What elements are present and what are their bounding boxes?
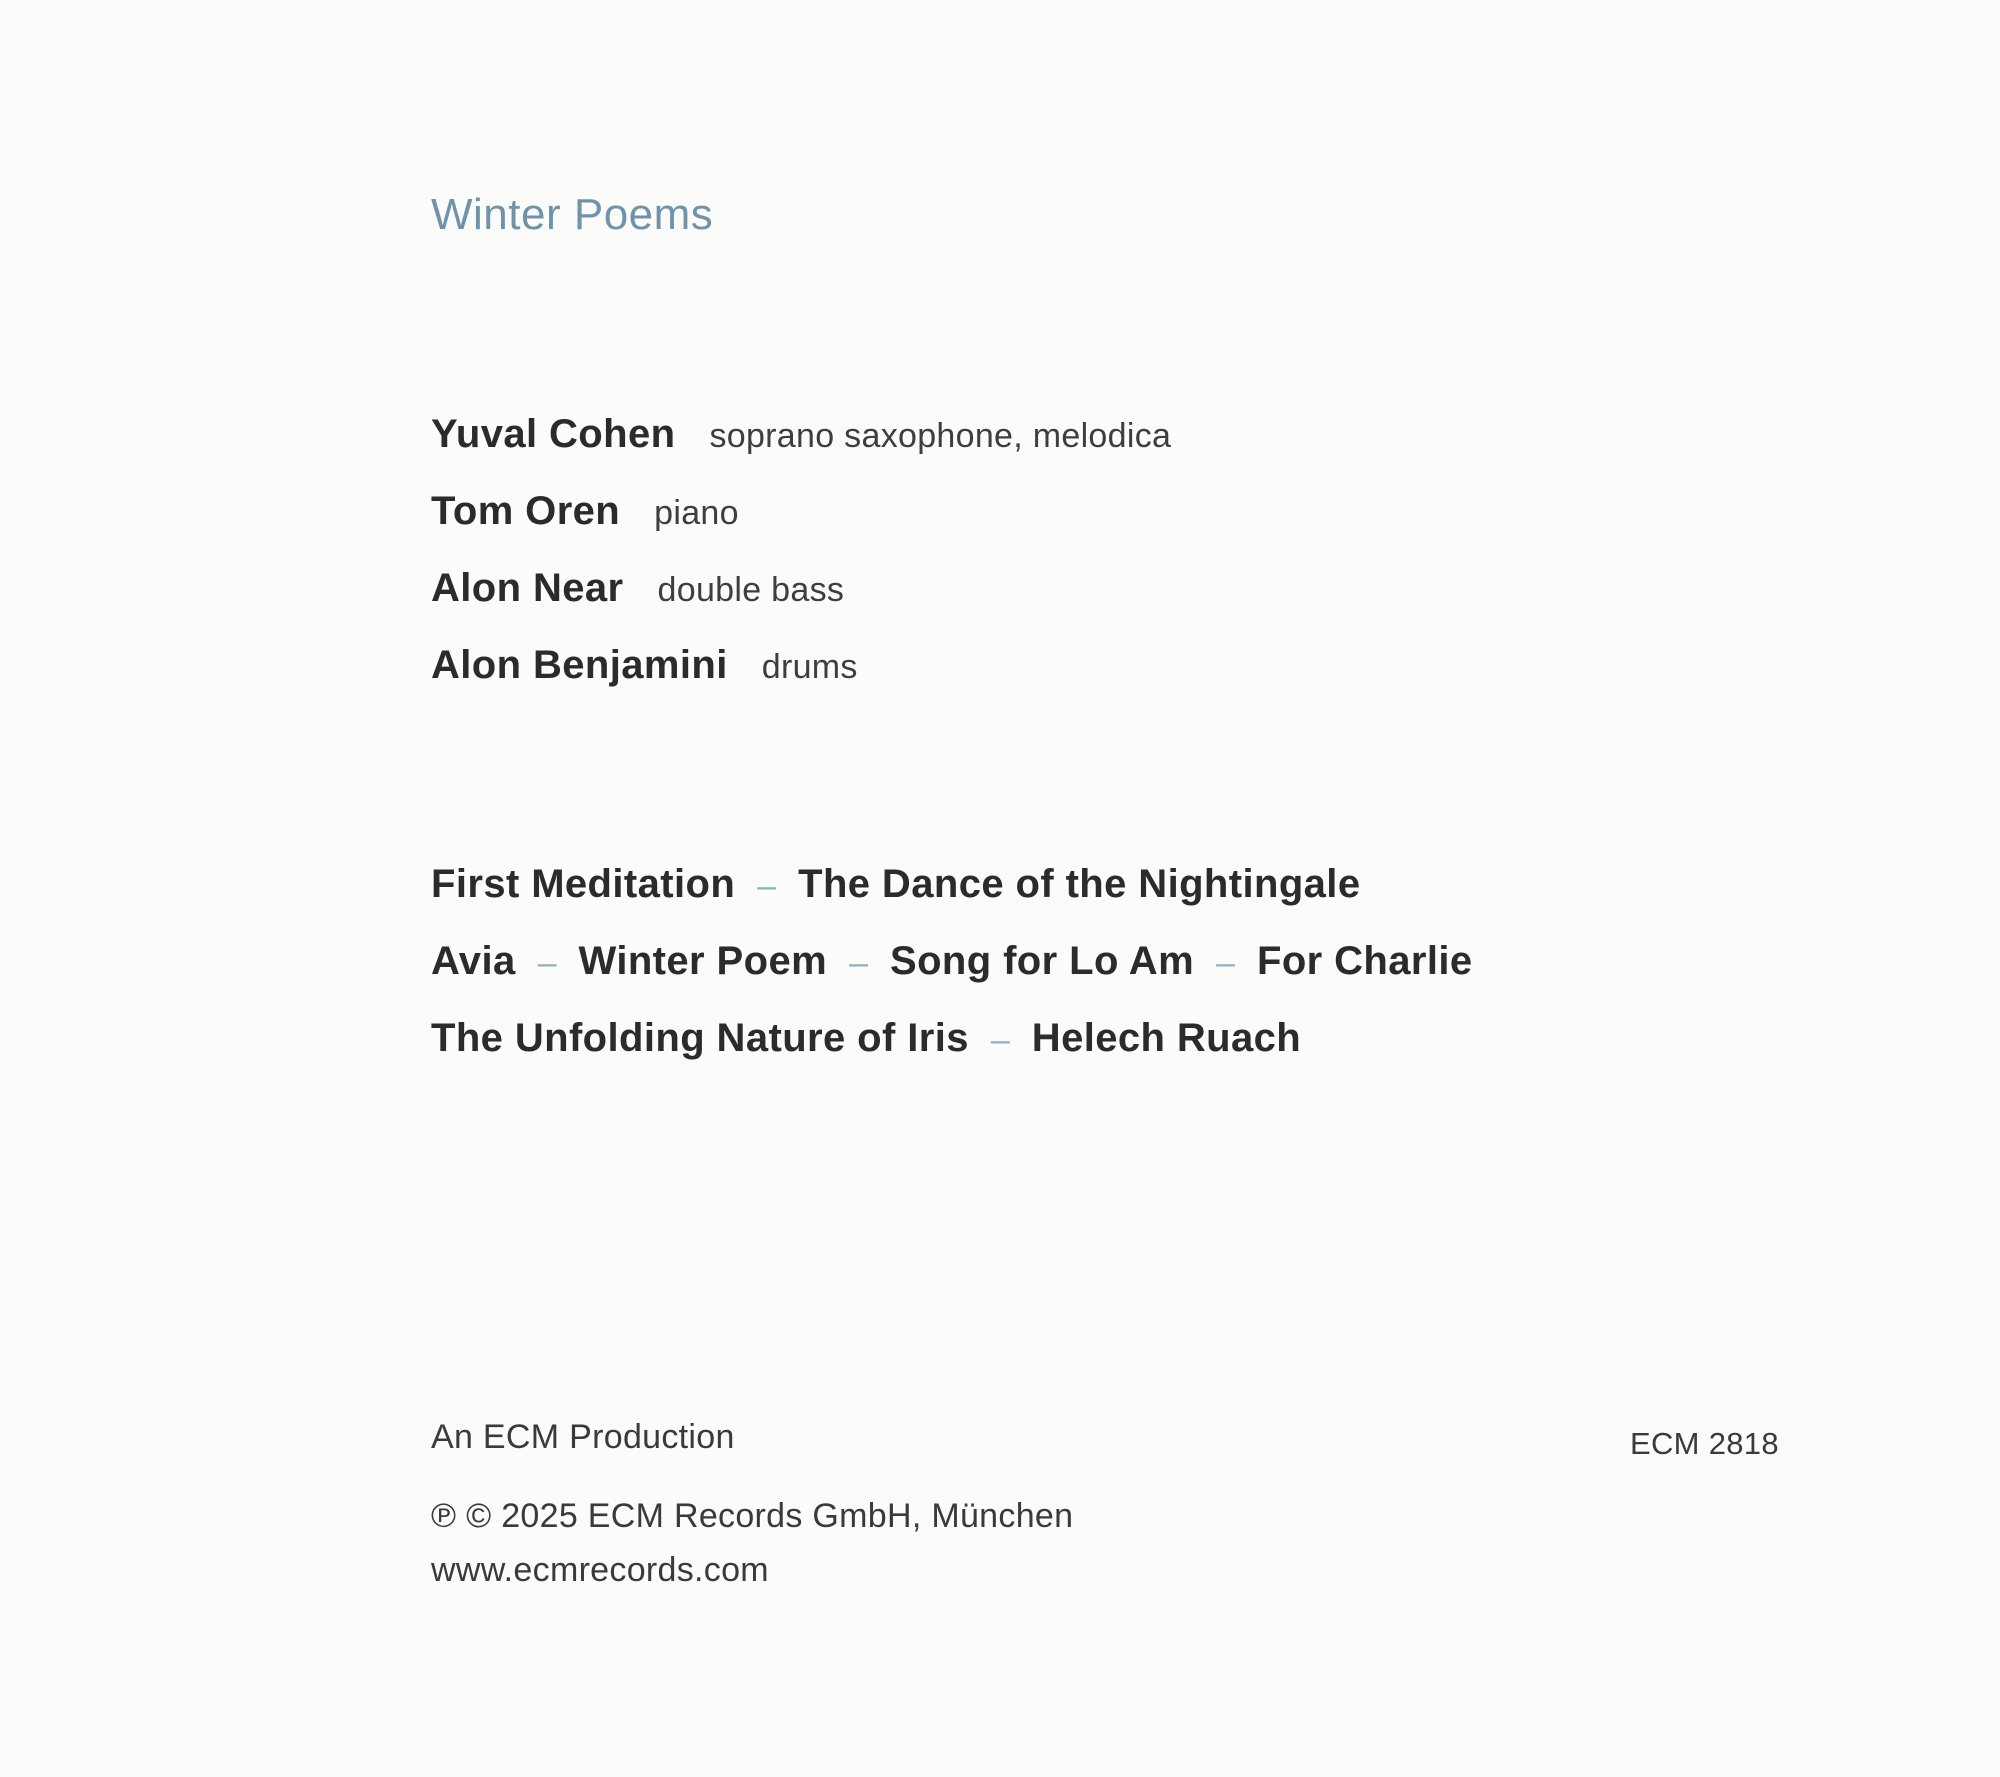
musician-instrument: double bass xyxy=(657,571,845,609)
musician-row xyxy=(431,566,1171,643)
track-title: Avia xyxy=(431,939,516,983)
track-separator: – xyxy=(1216,944,1235,982)
musician-name: Tom Oren xyxy=(431,489,621,533)
musician-name: Alon Near xyxy=(431,566,624,610)
musician-row xyxy=(431,643,1171,720)
catalog-number: ECM 2818 xyxy=(1630,1426,1779,1461)
musician-name: Yuval Cohen xyxy=(431,412,676,456)
track-separator: – xyxy=(849,944,868,982)
track-line xyxy=(431,862,1473,939)
copyright-notice: ℗ © 2025 ECM Records GmbH, München xyxy=(431,1497,1074,1535)
album-title: Winter Poems xyxy=(431,190,714,239)
track-separator: – xyxy=(990,1021,1010,1059)
track-line xyxy=(431,939,1473,1016)
track-title: Song for Lo Am xyxy=(889,939,1195,983)
musician-instrument: soprano saxophone, melodica xyxy=(709,417,1172,455)
track-list xyxy=(431,862,1473,1093)
track-title: The Dance of the Nightingale xyxy=(798,862,1361,906)
musician-name: Alon Benjamini xyxy=(431,643,728,687)
musician-instrument: drums xyxy=(761,648,858,686)
track-line xyxy=(431,1016,1473,1093)
production-credit: An ECM Production xyxy=(431,1418,735,1456)
track-title: First Meditation xyxy=(431,862,736,906)
track-title: Helech Ruach xyxy=(1031,1016,1302,1060)
musician-row xyxy=(431,412,1171,489)
personnel-list xyxy=(431,412,1171,720)
musician-row xyxy=(431,489,1171,566)
track-title: Winter Poem xyxy=(578,939,828,983)
website-url: www.ecmrecords.com xyxy=(431,1551,769,1589)
track-title: The Unfolding Nature of Iris xyxy=(431,1016,969,1060)
track-title: For Charlie xyxy=(1256,939,1473,983)
musician-instrument: piano xyxy=(654,494,739,532)
track-separator: – xyxy=(537,944,557,982)
track-separator: – xyxy=(757,867,777,905)
